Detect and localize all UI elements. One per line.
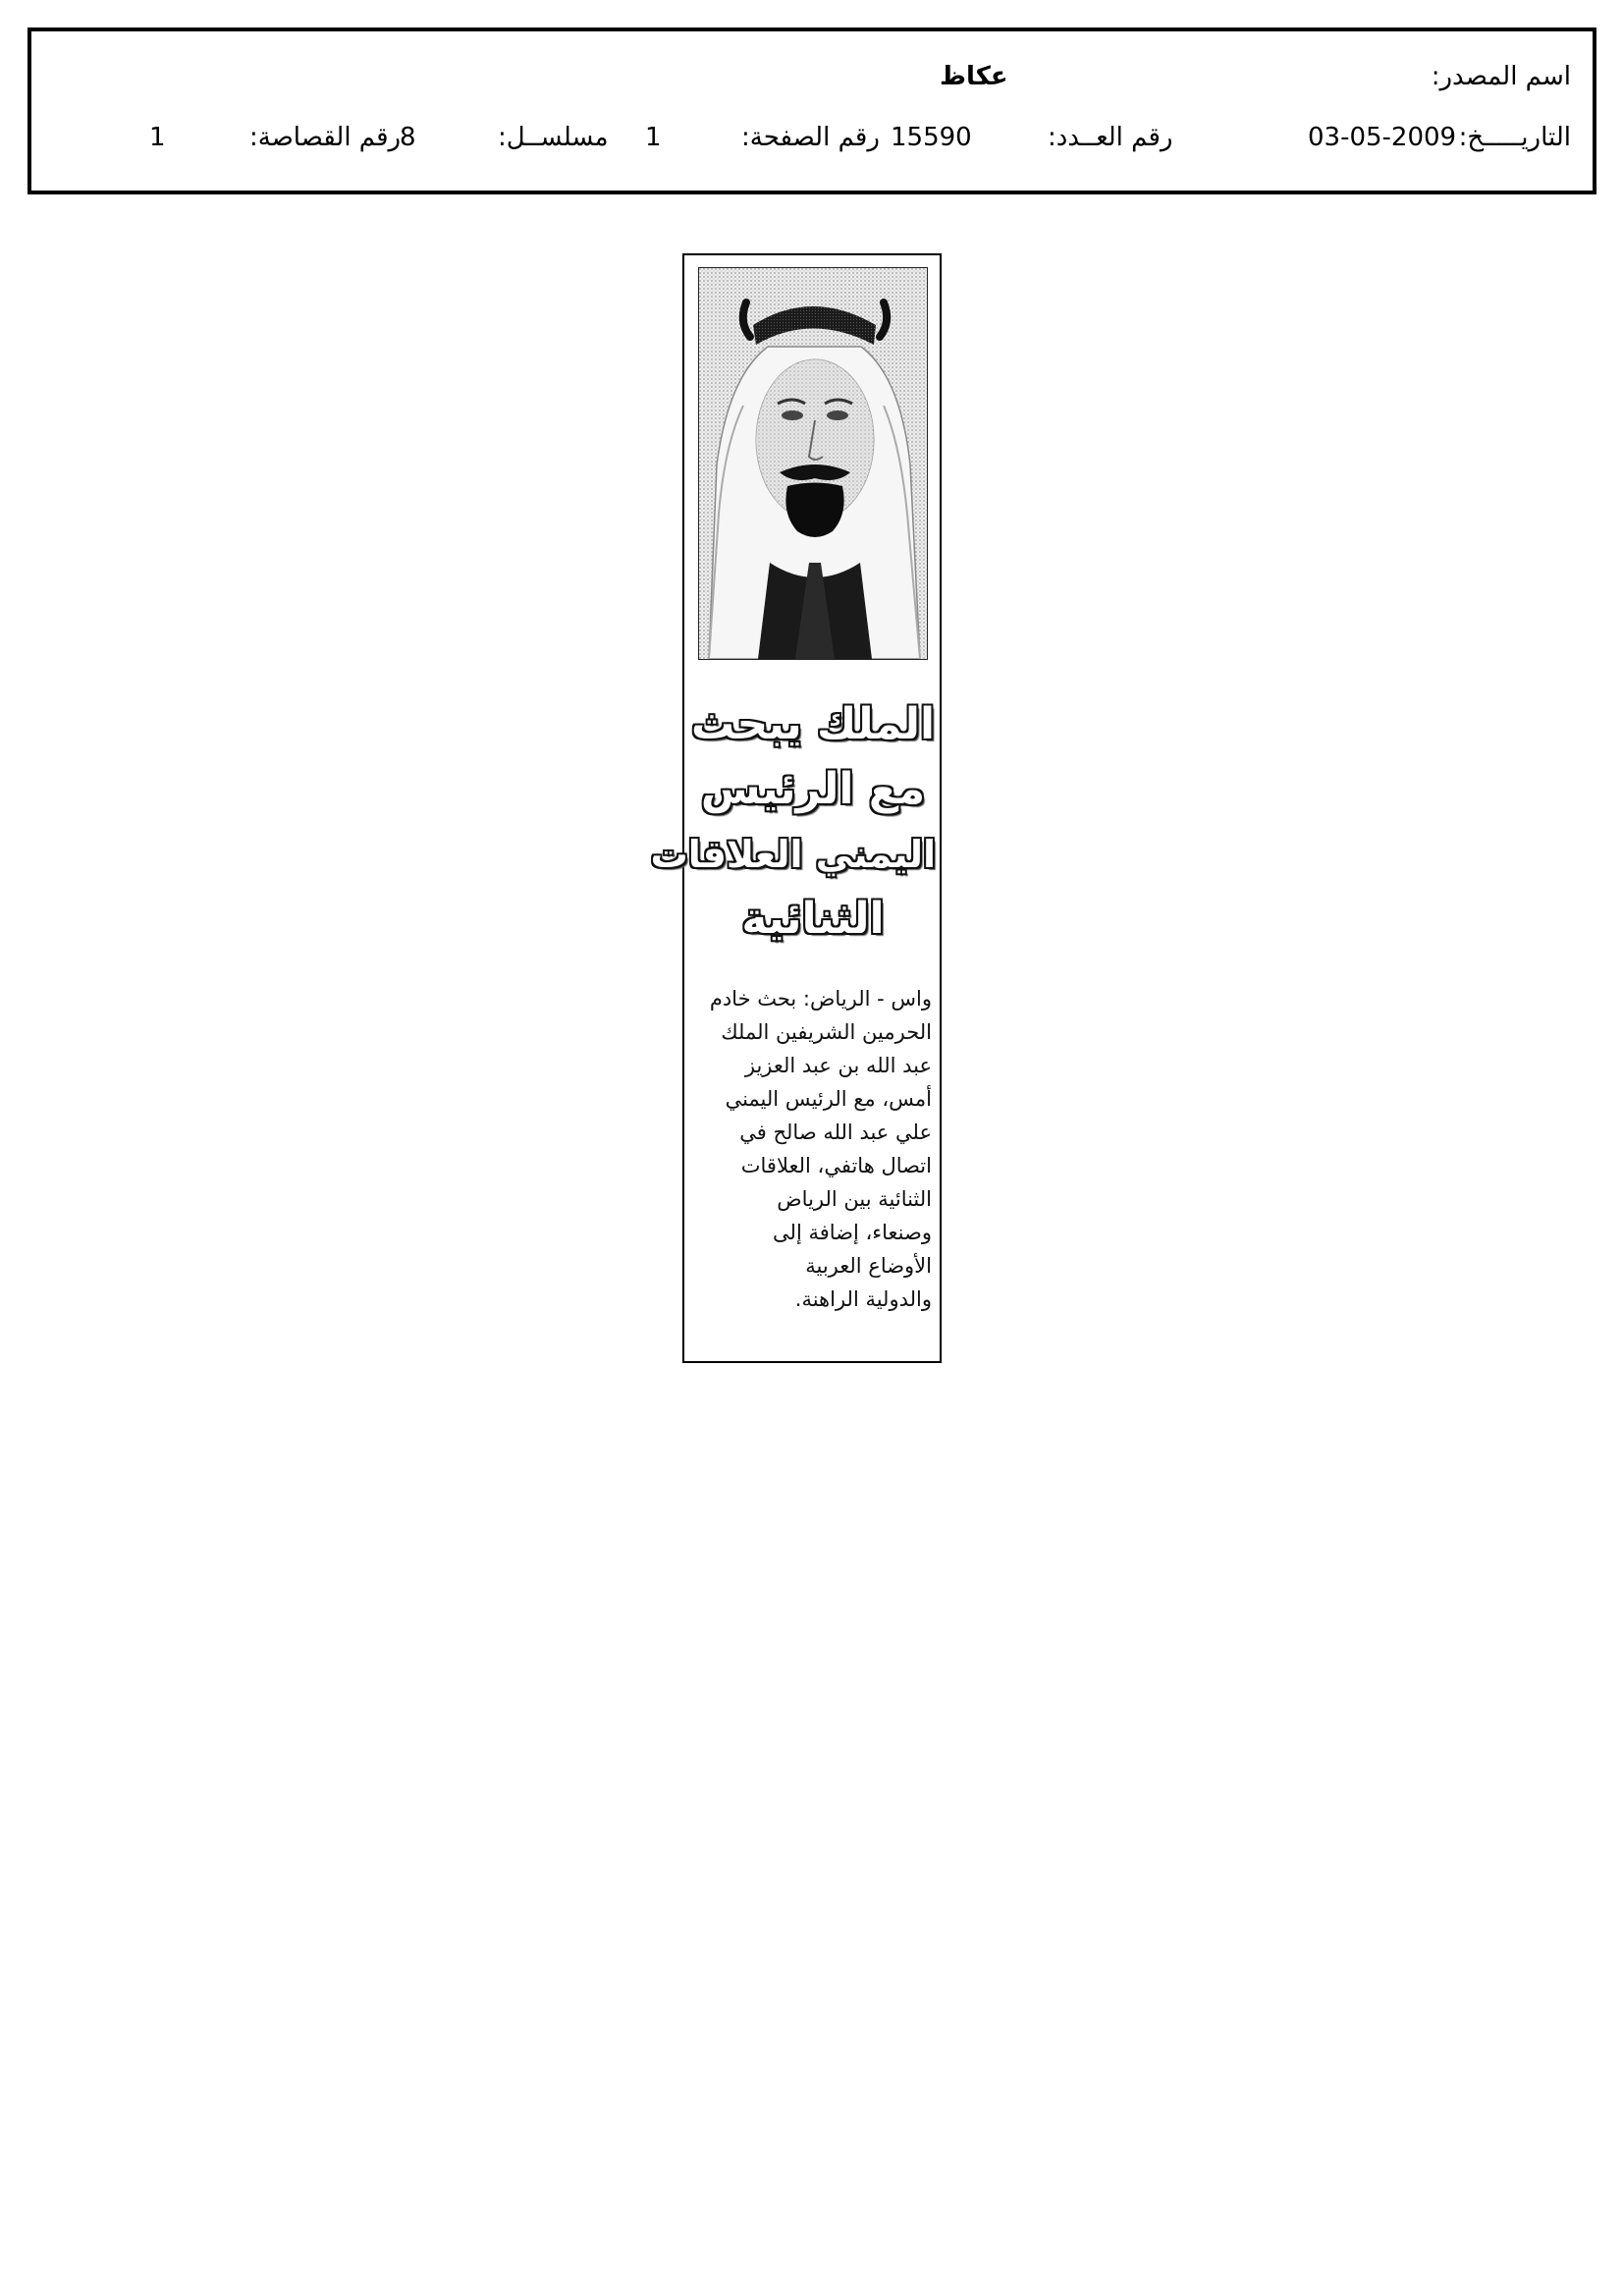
page-label: رقم الصفحة:: [741, 123, 880, 152]
portrait-photo: [698, 267, 928, 660]
headline-line: مع الرئيس: [700, 764, 926, 814]
source-value: عكاظ: [940, 62, 1008, 91]
body-line: الحرمين الشريفين الملك: [721, 1020, 932, 1044]
headline-line: اليمني العلاقات: [650, 833, 936, 876]
body-line: الثنائية بين الرياض: [777, 1187, 932, 1211]
body-line: اتصال هاتفي، العلاقات: [740, 1154, 932, 1177]
body-line: والدولية الراهنة.: [794, 1287, 932, 1311]
issue-label: رقم العــدد:: [1048, 123, 1173, 152]
body-line: واس - الرياض: بحث خادم: [709, 987, 932, 1011]
article-body: [696, 982, 932, 1316]
article-headline: [650, 692, 936, 952]
date-value: 03-05-2009: [1308, 123, 1457, 152]
page-value: 1: [645, 123, 662, 152]
clip-value: 1: [149, 123, 166, 152]
serial-label: مسلســل:: [498, 123, 609, 152]
source-label: اسم المصدر:: [1431, 62, 1571, 91]
issue-value: 15590: [891, 123, 972, 152]
body-line: أمس، مع الرئيس اليمني: [725, 1087, 932, 1111]
serial-value: 8: [400, 123, 416, 152]
newspaper-clipping: [650, 253, 942, 1363]
body-line: عبد الله بن عبد العزيز: [744, 1054, 932, 1077]
body-line: الأوضاع العربية: [805, 1254, 932, 1278]
date-label: التاريـــــخ:: [1458, 123, 1571, 152]
headline-line: الملك يبحث: [690, 699, 936, 749]
headline-line: الثنائية: [741, 894, 885, 944]
body-line: علي عبد الله صالح في: [739, 1121, 932, 1144]
clipping-metadata-header: [27, 27, 1596, 194]
clip-label: رقم القصاصة:: [249, 123, 402, 152]
body-line: وصنعاء، إضافة إلى: [773, 1221, 932, 1244]
